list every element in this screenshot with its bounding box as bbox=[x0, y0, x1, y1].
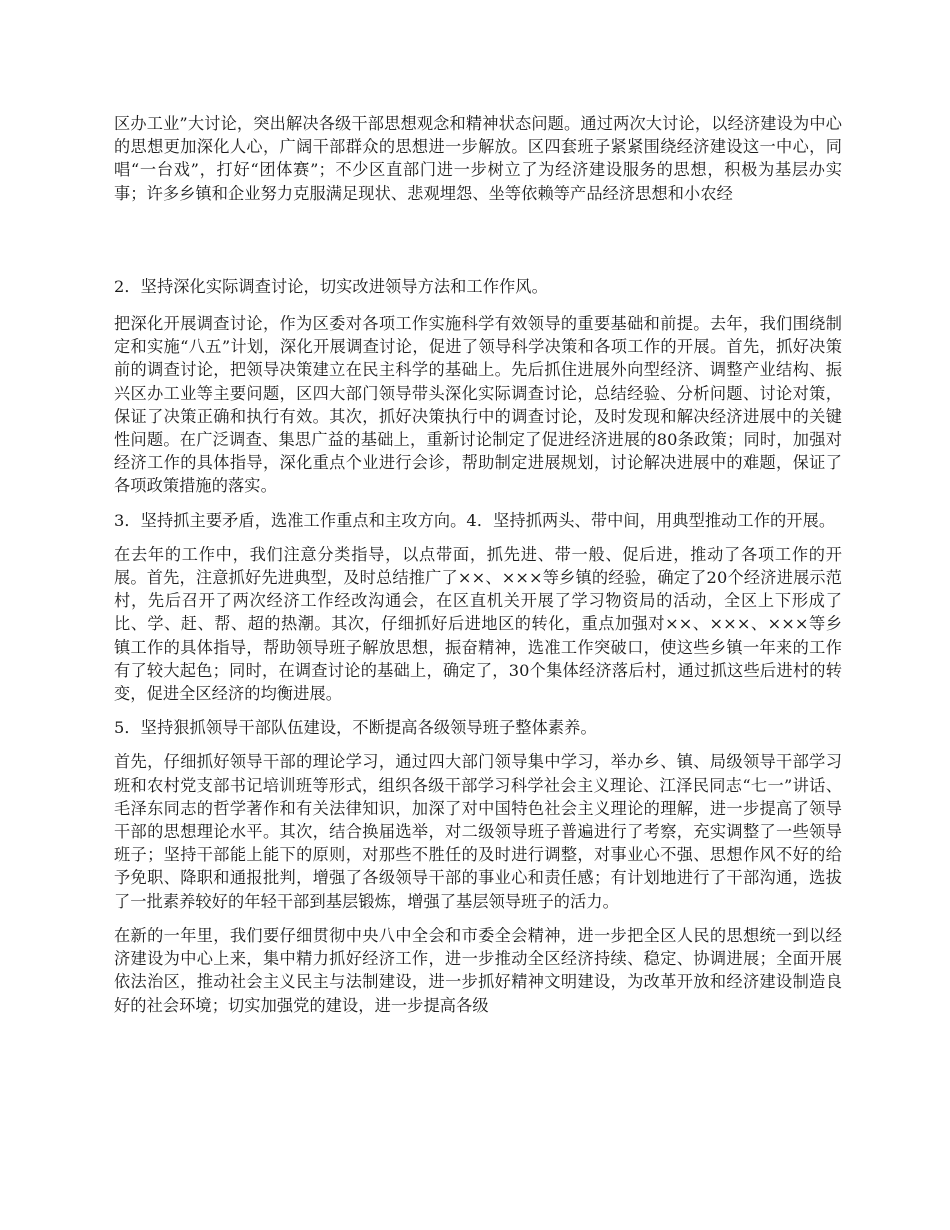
spacer bbox=[114, 298, 842, 312]
spacer bbox=[114, 739, 842, 750]
section-heading-5: 5．坚持狠抓领导干部队伍建设，不断提高各级领导班子整体素养。 bbox=[114, 718, 597, 738]
spacer bbox=[114, 532, 842, 543]
paragraph-investigation: 把深化开展调查讨论，作为区委对各项工作实施科学有效领导的重要基础和前提。去年，我们围绕制定和实施“八五”计划，深化开展调查讨论，促进了领导科学决策和各项工作的开展。首先，抓好决策前的调查讨论，把领导决策建立在民主科学的基础上。先后抓住进展外向型经济、调整产业结构、振兴区办工业等主要问题，区四大部门领导带头深化实际调查讨论，总结经验、分析问题、讨论对策，保证了决策正确和执行有效。其次，抓好决策执行中的调查讨论，及时发现和解决经济进展中的关键性问题。在广泛调查、集思广益的基础上，重新讨论制定了促进经济进展的80条政策；同时，加强对经济工作的具体指导，深化重点个业进行会诊，帮助制定进展规划，讨论解决进展中的难题，保证了各项政策措施的落实。 bbox=[114, 314, 842, 496]
section-heading-2: 2．坚持深化实际调查讨论，切实改进领导方法和工作作风。 bbox=[114, 276, 548, 296]
section-heading-3-4: 3．坚持抓主要矛盾，选准工作重点和主攻方向。4．坚持抓两头、带中间，用典型推动工作的开展。 bbox=[114, 510, 836, 530]
spacer bbox=[114, 705, 842, 716]
blank-gap bbox=[114, 205, 842, 275]
spacer bbox=[114, 498, 842, 509]
paragraph-cadre-building: 首先，仔细抓好领导干部的理论学习，通过四大部门领导集中学习，举办乡、镇、局级领导干部学习班和农村党支部书记培训班等形式，组织各级干部学习科学社会主义理论、江泽民同志“七一”讲话、毛泽东同志的哲学著作和有关法律知识，加深了对中国特色社会主义理论的理解，进一步提高了领导干部的思想理论水平。其次，结合换届选举，对二级领导班子普遍进行了考察，充实调整了一些领导班子；坚持干部能上能下的原则，对那些不胜任的及时进行调整，对事业心不强、思想作风不好的给予免职、降职和通报批判，增强了各级领导干部的事业心和责任感；有计划地进行了干部沟通，选拔了一批素养较好的年轻干部到基层锻炼，增强了基层领导班子的活力。 bbox=[114, 752, 842, 911]
spacer bbox=[114, 913, 842, 924]
paragraph-typical-examples: 在去年的工作中，我们注意分类指导，以点带面，抓先进、带一般、促后进，推动了各项工作的开展。首先，注意抓好先进典型，及时总结推广了××、×××等乡镇的经验，确定了20个经济进展示范村，先后召开了两次经济工作经改沟通会，在区直机关开展了学习物资局的活动，全区上下形成了比、学、赶、帮、超的热潮。其次，仔细抓好后进地区的转化，重点加强对××、×××、×××等乡镇工作的具体指导，帮助领导班子解放思想，振奋精神，选准工作突破口，使这些乡镇一年来的工作有了较大起色；同时，在调查讨论的基础上，确定了，30个集体经济落后村，通过抓这些后进村的转变，促进全区经济的均衡进展。 bbox=[114, 544, 842, 704]
paragraph-new-year: 在新的一年里，我们要仔细贯彻中央八中全会和市委全会精神，进一步把全区人民的思想统一到以经济建设为中心上来，集中精力抓好经济工作，进一步推动全区经济持续、稳定、协调进展；全面开展依法治区，推动社会主义民主与法制建设，进一步抓好精神文明建设，为改革开放和经济建设制造良好的社会环境；切实加强党的建设，进一步提高各级 bbox=[114, 925, 842, 1015]
document-page bbox=[114, 112, 842, 1017]
paragraph-intro: 区办工业”大讨论，突出解决各级干部思想观念和精神状态问题。通过两次大讨论，以经济建设为中心的思想更加深化人心，广阔干部群众的思想进一步解放。区四套班子紧紧围绕经济建设这一中心，同唱“一台戏”，打好“团体赛”；不少区直部门进一步树立了为经济建设服务的思想，积极为基层办实事；许多乡镇和企业努力克服满足现状、悲观埋怨、坐等依赖等产品经济思想和小农经 bbox=[114, 114, 842, 203]
